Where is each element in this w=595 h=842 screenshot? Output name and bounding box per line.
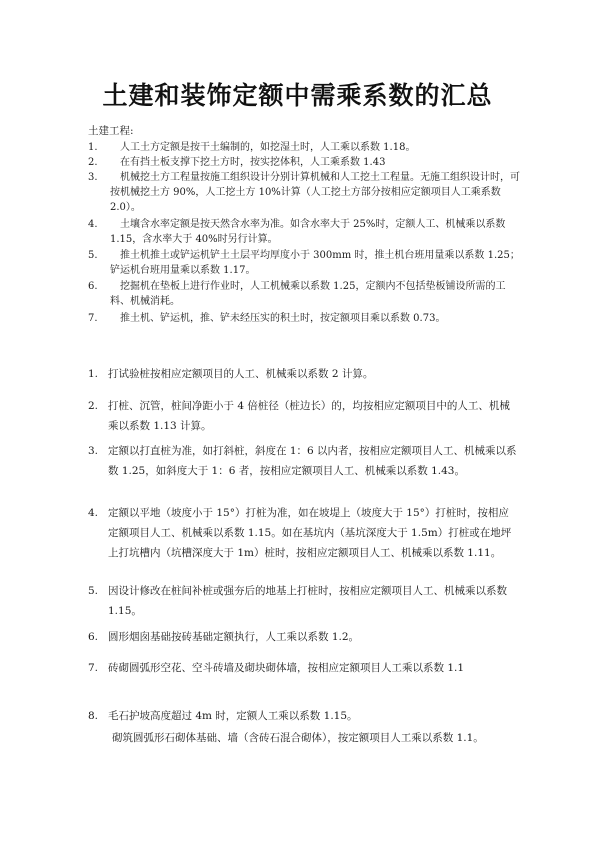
list-item xyxy=(88,441,518,481)
item-number: 1. xyxy=(88,368,99,380)
item-text: 推土机推土或铲运机铲土土层平均厚度小于 300mm 时，推土机台班用量乘以系数 1.25；铲运机台班用量乘以系数 1.17。 xyxy=(110,250,520,276)
item-text: 定额以平地（坡度小于 15°）打桩为准，如在坡堤上（坡度大于 15°）打桩时，按相应定额项目人工、机械乘以系数 1.15。如在基坑内（基坑深度大于 1.5m）打桩或在地坪上打坑槽内（坑槽深度大于 1m）桩时，按相应定额项目人工、机械乘以系数 1.11。 xyxy=(108,507,512,559)
list-item xyxy=(88,706,518,726)
item-number: 6. xyxy=(88,631,99,643)
page-title: 土建和装饰定额中需乘系数的汇总 xyxy=(102,81,493,110)
item-number: 2. xyxy=(88,400,99,412)
list-item xyxy=(88,364,518,384)
section-label-civil: 土建工程: xyxy=(88,125,134,137)
item-number: 4. xyxy=(88,219,98,230)
item-number: 4. xyxy=(88,507,99,519)
item-number: 1. xyxy=(88,142,98,153)
item-text: 打试验桩按相应定额项目的人工、机械乘以系数 2 计算。 xyxy=(108,368,374,380)
item-text: 推土机、铲运机，推、铲未经压实的积土时，按定额项目乘以系数 0.73。 xyxy=(120,313,446,324)
item-number: 5. xyxy=(88,250,98,261)
list-item xyxy=(88,311,520,326)
list-item xyxy=(88,248,520,278)
item-number: 7. xyxy=(88,313,98,324)
item-number: 3. xyxy=(88,172,98,183)
list-item xyxy=(88,140,520,155)
item-number: 6. xyxy=(88,281,98,292)
item-text: 机械挖土方工程量按施工组织设计分别计算机械和人工挖土工程量。无施工组织设计时，可按机械挖土方 90%，人工挖土方 10%计算（人工挖土方部分按相应定额项目人工乘系数 2.0）。 xyxy=(110,172,520,213)
list-item xyxy=(88,396,518,436)
item-number: 5. xyxy=(88,585,99,597)
item-text: 毛石护坡高度超过 4m 时，定额人工乘以系数 1.15。 xyxy=(108,710,358,722)
item-number: 2. xyxy=(88,157,98,168)
list-item xyxy=(88,217,520,247)
item-number: 7. xyxy=(88,662,99,674)
item-text: 打桩、沉管，桩间净距小于 4 倍桩径（桩边长）的，均按相应定额项目中的人工、机械乘以系数 1.13 计算。 xyxy=(108,400,510,432)
item-text: 定额以打直桩为准，如打斜桩，斜度在 1：6 以内者，按相应定额项目人工、机械乘以系数 1.25，如斜度大于 1：6 者，按相应定额项目人工、机械乘以系数 1.43。 xyxy=(108,445,517,477)
item-text: 人工土方定额是按干土编制的，如挖湿土时，人工乘以系数 1.18。 xyxy=(120,142,416,153)
item-text: 土壤含水率定额是按天然含水率为准。如含水率大于 25%时，定额人工、机械乘以系数 1.15，含水率大于 40%时另行计算。 xyxy=(110,219,506,245)
item-text: 挖掘机在垫板上进行作业时，人工机械乘以系数 1.25，定额内不包括垫板铺设所需的工料、机械消耗。 xyxy=(110,281,506,307)
item-text: 砖砌圆弧形空花、空斗砖墙及砌块砌体墙，按相应定额项目人工乘以系数 1.1 xyxy=(108,662,465,674)
item-text: 在有挡土板支撑下挖土方时，按实挖体积，人工乘系数 1.43 xyxy=(120,157,386,168)
list-item xyxy=(88,155,520,170)
list-item xyxy=(88,581,518,621)
item-text: 圆形烟囱基础按砖基础定额执行，人工乘以系数 1.2。 xyxy=(108,631,360,643)
item-text: 因设计修改在桩间补桩或强夯后的地基上打桩时，按相应定额项目人工、机械乘以系数 1.15。 xyxy=(108,585,507,617)
list-item xyxy=(88,170,520,215)
trailing-paragraph: 砌筑圆弧形石砌体基础、墙（含砖石混合砌体），按定额项目人工乘以系数 1.1。 xyxy=(112,732,484,744)
list-item xyxy=(88,658,518,678)
item-number: 3. xyxy=(88,445,99,457)
list-item xyxy=(88,627,518,647)
list-item xyxy=(88,279,520,309)
list-item xyxy=(88,503,518,563)
item-number: 8. xyxy=(88,710,99,722)
